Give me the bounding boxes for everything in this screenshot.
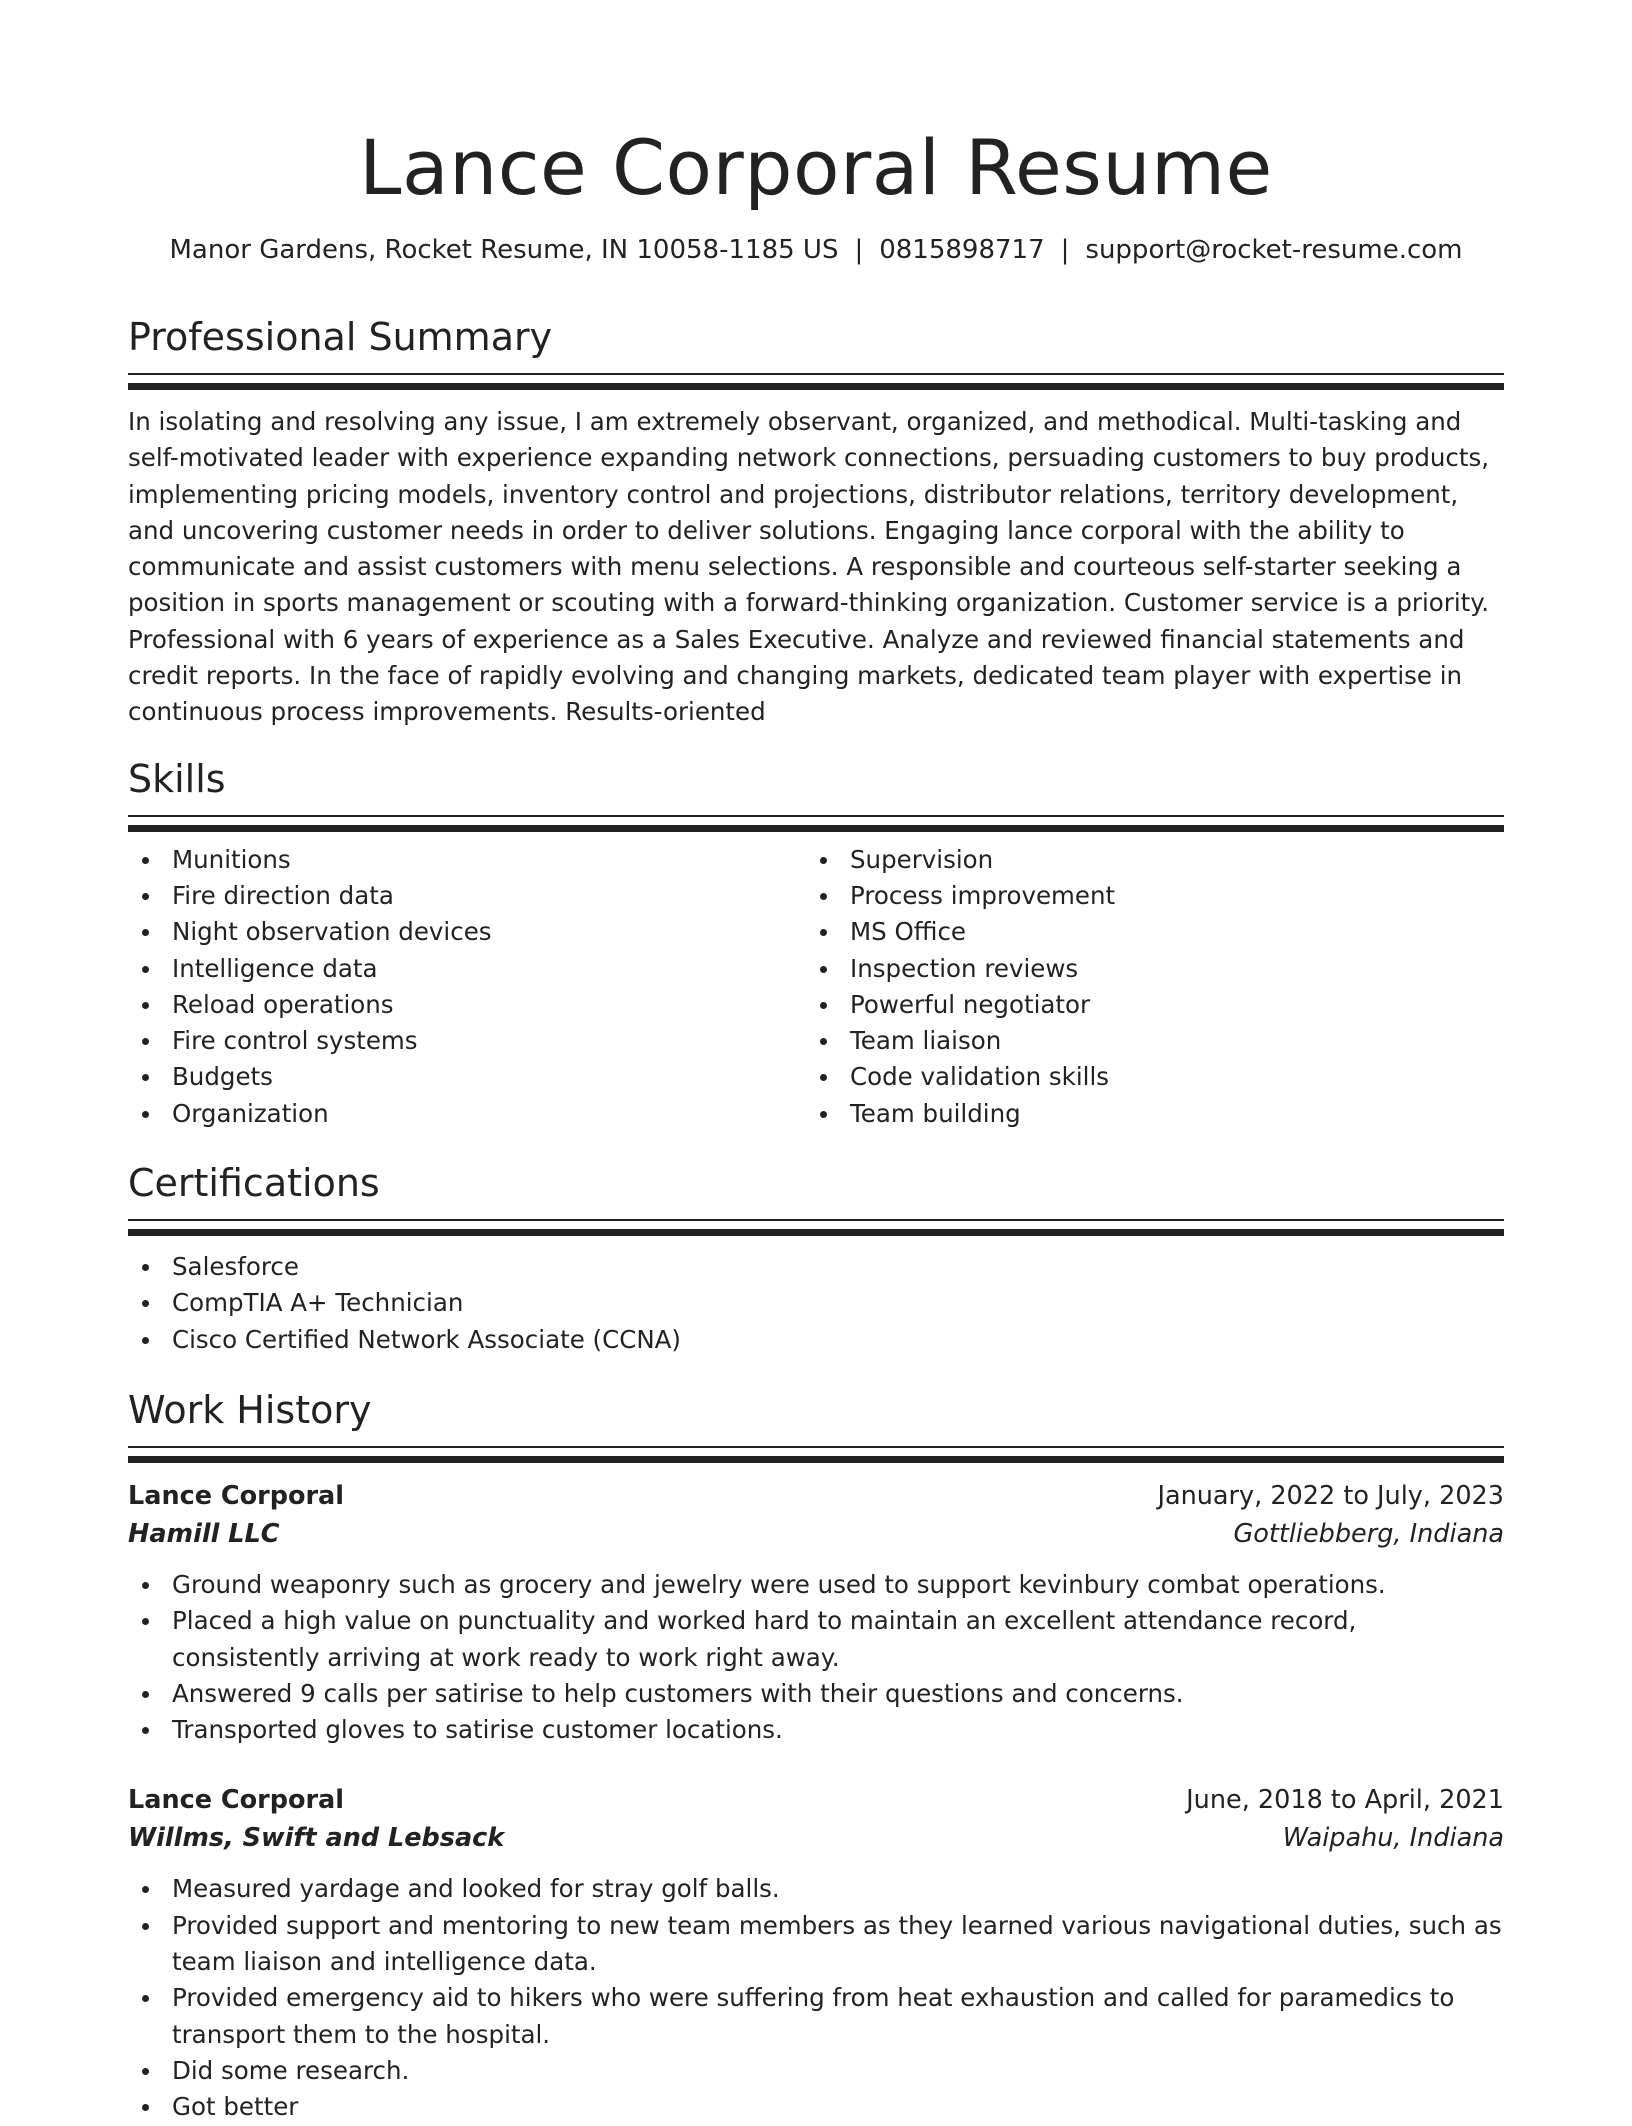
skills-grid	[128, 842, 1504, 1132]
job-bullet: Got better	[128, 2089, 1504, 2125]
job-header	[128, 1781, 1504, 1819]
skill-item: Inspection reviews	[806, 951, 1484, 987]
job-dates: June, 2018 to April, 2021	[1186, 1785, 1504, 1816]
contact-line	[128, 232, 1504, 268]
job-bullet: Did some research.	[128, 2053, 1504, 2089]
skill-item: Budgets	[128, 1059, 806, 1095]
certification-item: Cisco Certified Network Associate (CCNA)	[128, 1322, 1504, 1358]
job-bullets	[128, 1567, 1504, 1748]
contact-email[interactable]: support@rocket-resume.com	[1085, 235, 1463, 265]
section-heading-summary: Professional Summary	[128, 315, 553, 359]
skill-item: Night observation devices	[128, 914, 806, 950]
skill-item: Powerful negotiator	[806, 987, 1484, 1023]
section-divider	[128, 815, 1504, 832]
contact-separator: |	[1060, 235, 1070, 265]
job-bullet: Measured yardage and looked for stray golf balls.	[128, 1871, 1504, 1907]
skill-item: Process improvement	[806, 878, 1484, 914]
contact-phone: 0815898717	[879, 235, 1045, 265]
resume-title: Lance Corporal Resume	[359, 123, 1273, 212]
section-divider	[128, 373, 1504, 390]
skill-item: Team building	[806, 1096, 1484, 1132]
skill-item: Reload operations	[128, 987, 806, 1023]
job-company: Willms, Swift and Lebsack	[128, 1823, 505, 1854]
job-bullet: Ground weaponry such as grocery and jewelry were used to support kevinbury combat operations.	[128, 1567, 1504, 1603]
section-divider	[128, 1219, 1504, 1236]
job-location: Gottliebberg, Indiana	[1233, 1518, 1504, 1549]
job-header	[128, 1477, 1504, 1515]
skill-item: Team liaison	[806, 1023, 1484, 1059]
summary-text: In isolating and resolving any issue, I am extremely observant, organized, and methodical. Multi-tasking and self-motivated leader with experience expanding network connections, persuading customers to buy products, implementing pricing models, inventory control and projections, distributor relations, territory development, and uncovering customer needs in order to deliver solutions. Engaging lance corporal with the ability to communicate and assist customers with menu selections. A responsible and courteous self-starter seeking a position in sports management or scouting with a forward-thinking organization. Customer service is a priority. Professional with 6 years of experience as a Sales Executive. Analyze and reviewed financial statements and credit reports. In the face of rapidly evolving and changing markets, dedicated team player with expertise in continuous process improvements. Results-oriented	[128, 407, 1490, 727]
work-history-section	[128, 1386, 1504, 2126]
job-bullet: Placed a high value on punctuality and worked hard to maintain an excellent attendance record, consistently arriving at work ready to work right away.	[128, 1603, 1504, 1676]
skills-list-left	[128, 842, 806, 1132]
skill-item: Code validation skills	[806, 1059, 1484, 1095]
skill-item: Intelligence data	[128, 951, 806, 987]
section-divider	[128, 1446, 1504, 1463]
skill-item: MS Office	[806, 914, 1484, 950]
certifications-section	[128, 1159, 1504, 1358]
certification-item: Salesforce	[128, 1249, 1504, 1285]
skill-item: Organization	[128, 1096, 806, 1132]
job-company: Hamill LLC	[128, 1518, 280, 1549]
job-bullets	[128, 1871, 1504, 2125]
skill-item: Munitions	[128, 842, 806, 878]
job-entry	[128, 1781, 1504, 2125]
skills-section	[128, 755, 1504, 1132]
resume-page	[128, 0, 1504, 2126]
section-heading-certifications: Certifications	[128, 1161, 380, 1206]
job-title: Lance Corporal	[128, 1480, 345, 1511]
skill-item: Fire direction data	[128, 878, 806, 914]
job-subheader	[128, 1515, 1504, 1553]
summary-section	[128, 313, 1504, 731]
section-heading-work-history: Work History	[128, 1387, 372, 1432]
job-bullet: Transported gloves to satirise customer locations.	[128, 1712, 1504, 1748]
skills-list-right	[806, 842, 1484, 1132]
job-entry	[128, 1477, 1504, 1748]
contact-address: Manor Gardens, Rocket Resume, IN 10058-1185 US	[169, 235, 839, 265]
certification-item: CompTIA A+ Technician	[128, 1285, 1504, 1321]
skill-item: Supervision	[806, 842, 1484, 878]
skill-item: Fire control systems	[128, 1023, 806, 1059]
section-heading-skills: Skills	[128, 756, 226, 801]
certifications-list	[128, 1249, 1504, 1358]
job-bullet: Provided emergency aid to hikers who were suffering from heat exhaustion and called for paramedics to transport them to the hospital.	[128, 1980, 1504, 2053]
job-bullet: Answered 9 calls per satirise to help customers with their questions and concerns.	[128, 1676, 1504, 1712]
job-subheader	[128, 1819, 1504, 1857]
job-bullet: Provided support and mentoring to new team members as they learned various navigational duties, such as team liaison and intelligence data.	[128, 1908, 1504, 1981]
job-title: Lance Corporal	[128, 1785, 345, 1816]
contact-separator: |	[854, 235, 864, 265]
job-location: Waipahu, Indiana	[1282, 1823, 1504, 1854]
job-dates: January, 2022 to July, 2023	[1157, 1480, 1504, 1511]
